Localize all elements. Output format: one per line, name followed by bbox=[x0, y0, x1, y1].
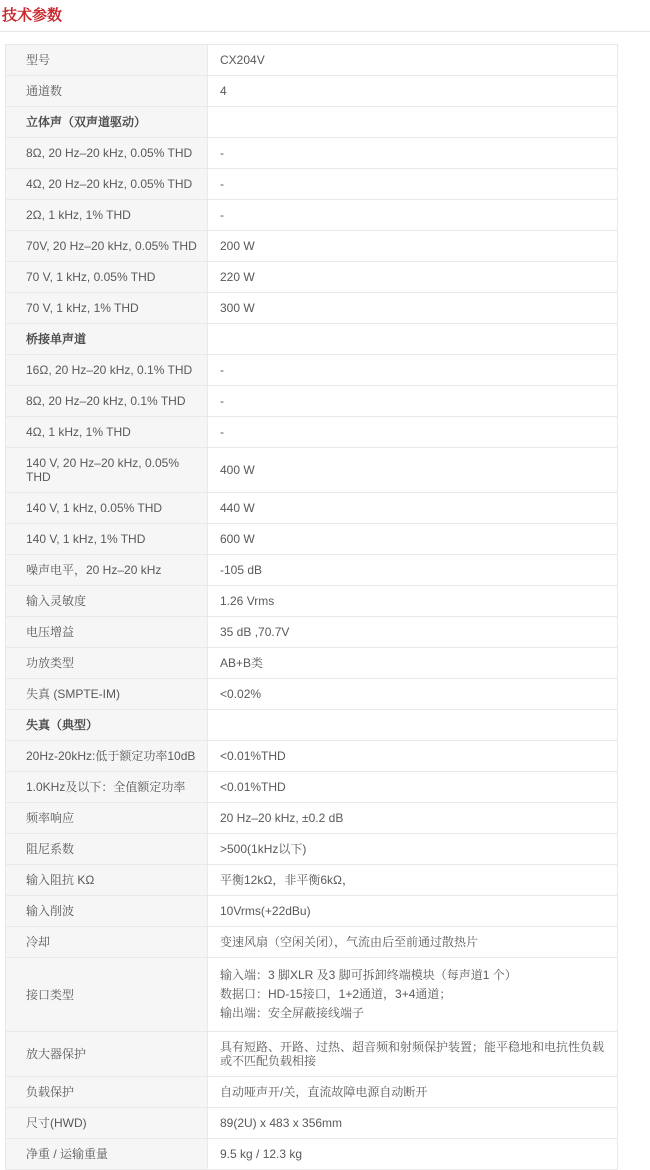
spec-value: 1.26 Vrms bbox=[208, 586, 618, 617]
spec-label: 140 V, 1 kHz, 1% THD bbox=[6, 524, 208, 555]
spec-label: 负载保护 bbox=[6, 1077, 208, 1108]
table-row bbox=[6, 417, 618, 448]
table-row bbox=[6, 1077, 618, 1108]
spec-label: 噪声电平，20 Hz–20 kHz bbox=[6, 555, 208, 586]
spec-value bbox=[208, 107, 618, 138]
spec-label: 接口类型 bbox=[6, 958, 208, 1032]
table-row bbox=[6, 710, 618, 741]
spec-value: 440 W bbox=[208, 493, 618, 524]
spec-label: 净重 / 运输重量 bbox=[6, 1139, 208, 1170]
spec-value: <0.02% bbox=[208, 679, 618, 710]
spec-value: 9.5 kg / 12.3 kg bbox=[208, 1139, 618, 1170]
spec-label: 冷却 bbox=[6, 927, 208, 958]
spec-label: 20Hz-20kHz:低于额定功率10dB bbox=[6, 741, 208, 772]
title-divider bbox=[0, 31, 650, 32]
spec-value: 变速风扇（空闲关闭），气流由后至前通过散热片 bbox=[208, 927, 618, 958]
spec-section-label: 失真（典型） bbox=[6, 710, 208, 741]
table-row bbox=[6, 1108, 618, 1139]
table-row bbox=[6, 1032, 618, 1077]
spec-value-line: 数据口：HD-15接口，1+2通道，3+4通道； bbox=[220, 987, 452, 1001]
spec-label: 140 V, 1 kHz, 0.05% THD bbox=[6, 493, 208, 524]
page-title: 技术参数 bbox=[2, 7, 63, 24]
spec-table-body bbox=[6, 45, 618, 1170]
table-row bbox=[6, 355, 618, 386]
spec-value: 自动哑声开/关，直流故障电源自动断开 bbox=[208, 1077, 618, 1108]
spec-value: 35 dB ,70.7V bbox=[208, 617, 618, 648]
spec-value: - bbox=[208, 386, 618, 417]
table-row bbox=[6, 772, 618, 803]
spec-label: 失真 (SMPTE-IM) bbox=[6, 679, 208, 710]
spec-value bbox=[208, 710, 618, 741]
spec-section-label: 桥接单声道 bbox=[6, 324, 208, 355]
table-row bbox=[6, 262, 618, 293]
spec-value: 4 bbox=[208, 76, 618, 107]
spec-value: 400 W bbox=[208, 448, 618, 493]
table-row bbox=[6, 586, 618, 617]
spec-value: 20 Hz–20 kHz, ±0.2 dB bbox=[208, 803, 618, 834]
spec-label: 电压增益 bbox=[6, 617, 208, 648]
spec-value: -105 dB bbox=[208, 555, 618, 586]
table-row bbox=[6, 555, 618, 586]
table-row bbox=[6, 617, 618, 648]
spec-value-line: 输出端：安全屏蔽接线端子 bbox=[220, 1006, 365, 1020]
table-row bbox=[6, 803, 618, 834]
spec-value: 200 W bbox=[208, 231, 618, 262]
spec-value: - bbox=[208, 200, 618, 231]
spec-label: 尺寸(HWD) bbox=[6, 1108, 208, 1139]
table-row bbox=[6, 524, 618, 555]
spec-value: - bbox=[208, 138, 618, 169]
table-row bbox=[6, 927, 618, 958]
spec-value: >500(1kHz以下) bbox=[208, 834, 618, 865]
spec-value bbox=[208, 324, 618, 355]
table-row bbox=[6, 493, 618, 524]
spec-label: 型号 bbox=[6, 45, 208, 76]
spec-value bbox=[208, 958, 618, 1032]
spec-label: 70V, 20 Hz–20 kHz, 0.05% THD bbox=[6, 231, 208, 262]
spec-value: 300 W bbox=[208, 293, 618, 324]
spec-label: 输入阻抗 KΩ bbox=[6, 865, 208, 896]
table-row bbox=[6, 76, 618, 107]
spec-value: <0.01%THD bbox=[208, 772, 618, 803]
spec-value: - bbox=[208, 169, 618, 200]
spec-label: 140 V, 20 Hz–20 kHz, 0.05% THD bbox=[6, 448, 208, 493]
spec-table bbox=[5, 44, 618, 1170]
spec-value: 600 W bbox=[208, 524, 618, 555]
spec-value: AB+B类 bbox=[208, 648, 618, 679]
table-row bbox=[6, 896, 618, 927]
table-row bbox=[6, 741, 618, 772]
spec-label: 放大器保护 bbox=[6, 1032, 208, 1077]
spec-label: 8Ω, 20 Hz–20 kHz, 0.1% THD bbox=[6, 386, 208, 417]
table-row bbox=[6, 648, 618, 679]
spec-label: 输入削波 bbox=[6, 896, 208, 927]
table-row bbox=[6, 448, 618, 493]
table-row bbox=[6, 324, 618, 355]
table-row bbox=[6, 231, 618, 262]
table-row bbox=[6, 958, 618, 1032]
spec-label: 通道数 bbox=[6, 76, 208, 107]
spec-label: 4Ω, 20 Hz–20 kHz, 0.05% THD bbox=[6, 169, 208, 200]
table-row bbox=[6, 293, 618, 324]
spec-value: - bbox=[208, 417, 618, 448]
spec-value: CX204V bbox=[208, 45, 618, 76]
spec-value: 10Vrms(+22dBu) bbox=[208, 896, 618, 927]
spec-value-line: 输入端：3 脚XLR 及3 脚可拆卸终端模块（每声道1 个） bbox=[220, 968, 517, 982]
table-row bbox=[6, 107, 618, 138]
spec-label: 功放类型 bbox=[6, 648, 208, 679]
table-row bbox=[6, 169, 618, 200]
table-row bbox=[6, 386, 618, 417]
spec-label: 2Ω, 1 kHz, 1% THD bbox=[6, 200, 208, 231]
spec-label: 70 V, 1 kHz, 1% THD bbox=[6, 293, 208, 324]
table-row bbox=[6, 138, 618, 169]
spec-value: 平衡12kΩ，非平衡6kΩ， bbox=[208, 865, 618, 896]
spec-value: 220 W bbox=[208, 262, 618, 293]
table-row bbox=[6, 865, 618, 896]
spec-value: - bbox=[208, 355, 618, 386]
table-row bbox=[6, 1139, 618, 1170]
spec-section-label: 立体声（双声道驱动） bbox=[6, 107, 208, 138]
spec-value: <0.01%THD bbox=[208, 741, 618, 772]
spec-label: 16Ω, 20 Hz–20 kHz, 0.1% THD bbox=[6, 355, 208, 386]
spec-label: 4Ω, 1 kHz, 1% THD bbox=[6, 417, 208, 448]
spec-label: 8Ω, 20 Hz–20 kHz, 0.05% THD bbox=[6, 138, 208, 169]
spec-label: 频率响应 bbox=[6, 803, 208, 834]
table-row bbox=[6, 679, 618, 710]
spec-value: 具有短路、开路、过热、超音频和射频保护装置；能平稳地和电抗性负载或不匹配负载相接 bbox=[208, 1032, 618, 1077]
table-row bbox=[6, 45, 618, 76]
spec-label: 70 V, 1 kHz, 0.05% THD bbox=[6, 262, 208, 293]
spec-label: 阻尼系数 bbox=[6, 834, 208, 865]
spec-label: 输入灵敏度 bbox=[6, 586, 208, 617]
spec-label: 1.0KHz及以下：全值额定功率 bbox=[6, 772, 208, 803]
spec-value: 89(2U) x 483 x 356mm bbox=[208, 1108, 618, 1139]
table-row bbox=[6, 200, 618, 231]
table-row bbox=[6, 834, 618, 865]
